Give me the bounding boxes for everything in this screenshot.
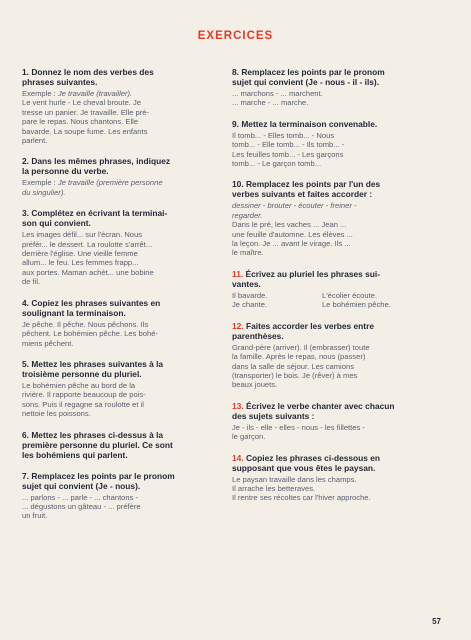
exercise-13	[232, 401, 446, 442]
page-number: 57	[432, 617, 441, 626]
exercise-6-heading: 6. Mettez les phrases ci-dessus à la première personne du pluriel. Ce sont les bohémiens qui parlent.	[22, 429, 173, 460]
exercise-4-body: Je pêche. Il pêche. Nous pêchons. Ils pêchent. Le bohémien pêche. Les bohé- miens pêchent.	[22, 319, 158, 348]
exercise-12	[232, 321, 446, 390]
exercise-9-heading: 9. Mettez la terminaison convenable.	[232, 118, 378, 129]
exercise-2	[22, 156, 227, 197]
right-column	[232, 67, 446, 514]
exercise-14-heading: 14. Copiez les phrases ci-dessous en supposant que vous êtes le paysan.	[232, 452, 381, 473]
exercise-6	[22, 430, 227, 460]
exercise-5-body: Le bohémien pêche au bord de la rivière. Il rapporte beaucoup de pois- sons. Puis il regagne sa roulotte et il nettoie les poissons.	[22, 380, 146, 419]
exercise-8-heading: 8. Remplacez les points par le pronom sujet qui convient (Je - nous - il - ils).	[232, 67, 385, 87]
exercise-9-body: Il tomb... - Elles tomb... - Nous tomb... - Elle tomb... - Ils tomb... - Les feuilles tomb... - Les garçons tomb... - Le garçon tomb...	[232, 130, 345, 169]
exercise-9	[232, 119, 446, 169]
exercise-7-heading: 7. Remplacez les points par le pronom sujet qui convient (Je - nous).	[22, 470, 175, 491]
exercise-3-heading: 3. Complétez en écrivant la terminai- son qui convient.	[22, 208, 168, 229]
exercise-8-body: ... marchons - ... marchent. ... marche - ... marche.	[232, 89, 323, 108]
exercise-10	[232, 179, 446, 257]
exercise-12-body: Grand-père (arriver). Il (embrasser) toute la famille. Après le repas, nous (passer) dans la salle de séjour. Les camions (transporter) le bois. Je (rêver) à mes beaux jouets.	[232, 342, 370, 390]
exercise-12-heading: 12. Faites accorder les verbes entre parenthèses.	[232, 320, 375, 341]
exercise-13-body: Je - ils - elle - elles - nous - les fillettes - le garçon.	[232, 422, 365, 442]
exercise-4	[22, 298, 227, 348]
exercise-3	[22, 208, 227, 286]
exercise-13-heading: 13. Écrivez le verbe chanter avec chacun des sujets suivants :	[232, 400, 395, 421]
exercise-11-heading: 11. Écrivez au pluriel les phrases sui- vantes.	[232, 268, 381, 289]
exercise-7-body: ... parlons - ... parle - ... chantons - ... dégustons un gâteau - ... préfère un fruit.	[22, 492, 141, 521]
exercise-1-body: Exemple : Je travaille (travailler). Le vent hurle - Le cheval broute. Je tresse un panier. Je travaille. Elle pré- pare le repas. Nous chantons. Elle bavarde. La soupe fume. Les enfants parlent.	[22, 89, 150, 146]
exercise-5	[22, 359, 227, 419]
exercise-2-heading: 2. Dans les mêmes phrases, indiquez la personne du verbe.	[22, 156, 171, 177]
exercise-2-body: Exemple : Je travaille (première personne du singulier).	[22, 178, 163, 197]
exercise-14-body: Le paysan travaille dans les champs. Il arrache les betteraves. Il rentre ses récoltes car l'hiver approche.	[232, 474, 371, 503]
exercise-3-body: Les images défil... sur l'écran. Nous préfér... le dessert. La roulotte s'arrêt... derrière l'église. Une vieille femme allum... le feu. Les femmes frapp... aux portes. Maman achèt... une bobine de fil.	[22, 230, 154, 287]
exercise-11	[232, 269, 446, 310]
exercise-7	[22, 471, 227, 521]
exercise-14	[232, 453, 446, 503]
exercise-11-body: Il bavarde. L'écolier écoute. Je chante. Le bohémien pêche.	[232, 290, 391, 310]
left-column	[22, 67, 227, 532]
page-title: EXERCICES	[197, 30, 274, 42]
exercise-5-heading: 5. Mettez les phrases suivantes à la troisième personne du pluriel.	[22, 358, 164, 379]
exercise-10-heading: 10. Remplacez les points par l'un des verbes suivants et faites accorder :	[232, 179, 381, 200]
exercise-1-heading: 1. Donnez le nom des verbes des phrases suivantes.	[22, 67, 154, 87]
exercise-4-heading: 4. Copiez les phrases suivantes en soulignant la terminaison.	[22, 297, 161, 318]
exercise-8	[232, 67, 446, 108]
exercise-10-body: dessiner - brouter - écouter - freiner - regarder. Dans le pré, les vaches ... Jean ... une feuille d'automne. Les élèves ... la leçon. Je ... avant le virage. Ils ... le maître.	[232, 201, 357, 258]
exercise-1	[22, 67, 227, 145]
